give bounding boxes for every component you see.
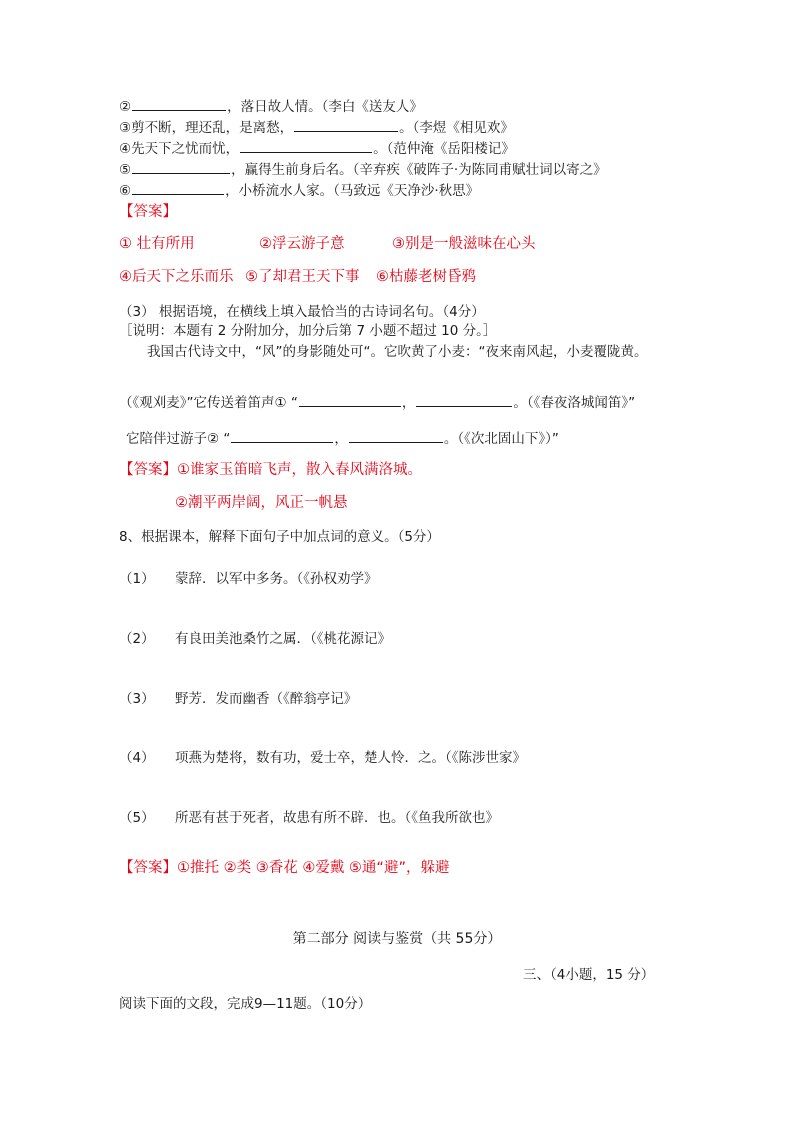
answer-2: ②浮云游子意 [259,236,345,252]
answer-6: ⑥枯藤老树昏鸦 [376,269,476,285]
item-text: ，小桥流水人家。（马致远《天净沙·秋思》 [225,183,480,199]
section3-line2 [119,393,635,412]
q8-item-4 [119,749,526,767]
section3-answer [119,461,422,479]
item-text: ，落日故人情。（李白《送友人》 [227,99,423,115]
part2-subheading: 三、（4小题，15 分） [523,967,655,983]
item-number: （3） [119,691,155,707]
verse-item-2 [119,97,423,116]
verse-item-5 [119,160,607,179]
part2-title: 第二部分 阅读与鉴赏（共 55分） [292,931,502,947]
item-text: 蒙辞．以军中多务。（《孙权劝学》 [175,571,378,587]
line-text: ， [401,395,416,411]
answer-5: ⑤了却君王天下事 [245,269,360,285]
item-number: （4） [119,750,155,766]
answer-4: ④后天下之乐而乐 [119,269,234,285]
answer-label: 【答案】 [119,204,177,220]
q8-item-1 [119,570,378,588]
item-text: 所恶有甚于死者，故患有所不辟．也。（《鱼我所欲也》 [175,810,499,826]
verse-item-3 [119,118,514,137]
answer-blank[interactable] [416,393,512,407]
item-text: 野芳．发而幽香（《醉翁亭记》 [175,691,358,707]
line-text: 它陪伴过游子② “ [126,431,231,447]
answer-blank[interactable] [349,429,443,443]
item-text: 。（李煜《相见欢》 [399,120,514,136]
item-number: （5） [119,810,155,826]
section3-intro: 我国古代诗文中，“风”的身影随处可“。它吹黄了小麦：“夜来南风起，小麦覆陇黄。 [147,344,648,360]
part2-instruction: 阅读下面的文段，完成9—11题。（10分） [119,996,372,1012]
answer-text: ①推托 ②类 ③香花 ④爱戴 ⑤通“避”，躲避 [177,860,450,876]
answer-blank[interactable] [132,97,226,111]
q8-item-2 [119,630,391,648]
answer-1: ① 壮有所用 [119,236,195,252]
verse-item-6 [119,181,479,200]
section3-heading: （3） 根据语境，在横线上填入最恰当的古诗词名句。（4分） [119,304,485,320]
item-text: 项燕为楚将，数有功，爱士卒，楚人怜．之。（《陈涉世家》 [175,750,526,766]
answer-blank[interactable] [132,160,230,174]
section3-answer-2: ②潮平两岸阔，风正一帆悬 [175,495,348,511]
answer-text: ①谁家玉笛暗飞声，散入春风满洛城。 [177,462,422,478]
verse-item-4 [119,139,515,158]
item-mark: ③ [119,120,132,136]
line-text: 。（《春夜洛城闻笛》” [513,395,636,411]
item-mark: ⑥ [119,183,132,199]
line-text: ， [334,431,348,447]
answer-label: 【答案】 [119,462,177,478]
q8-title: 8、根据课本，解释下面句子中加点词的意义。（5分） [119,529,440,545]
answer-blank[interactable] [299,393,401,407]
answer-3: ③别是一般滋味在心头 [392,236,536,252]
section3-line3 [126,429,559,448]
line-text: 。（《次北固山下》）” [443,431,559,447]
item-mark: ⑤ [119,162,132,178]
item-number: （2） [119,631,155,647]
item-text: 有良田美池桑竹之属．（《桃花源记》 [175,631,391,647]
item-mark: ④ [119,141,132,157]
item-mark: ② [119,99,132,115]
item-text: ，赢得生前身后名。（辛弃疾《破阵子·为陈同甫赋壮词以寄之》 [231,162,607,178]
answer-blank[interactable] [231,429,333,443]
item-text: 先天下之忧而忧， [131,141,240,157]
answer-label: 【答案】 [119,860,177,876]
item-number: （1） [119,571,155,587]
q8-answer [119,859,449,877]
line-text: （《观刈麦》”它传送着笛声① “ [119,395,298,411]
answer-blank[interactable] [240,139,372,153]
answer-blank[interactable] [294,118,398,132]
item-text: 。（范仲淹《岳阳楼记》 [373,141,515,157]
q8-item-3 [119,690,357,708]
section3-note: ［说明：本题有 2 分附加分，加分后第 7 小题不超过 10 分。］ [119,323,497,339]
answer-blank[interactable] [132,181,224,195]
item-text: 剪不断，理还乱，是离愁， [131,120,294,136]
q8-item-5 [119,809,499,827]
